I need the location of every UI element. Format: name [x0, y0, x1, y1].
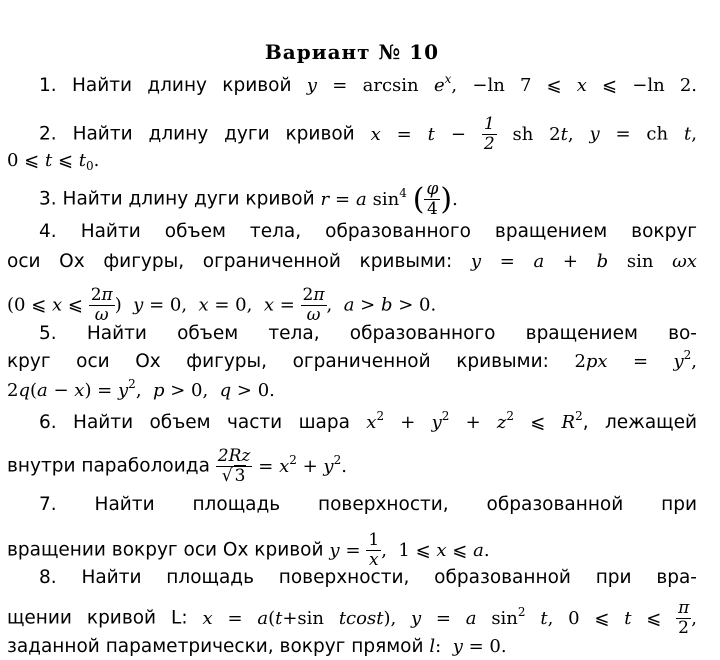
problem-2-line-1: 2. Найти длину дуги кривой x = t − $\frac{1}{2}$ sh 2t, y = ch t,: [39, 114, 697, 154]
problem-6-number: 6.: [39, 412, 57, 433]
problem-5-formula: $2px = y^2$,: [574, 348, 697, 372]
problem-8-formula: x = a(t+sin tcost), y = a $\sin^2 t$, 0 ⩽ t ⩽ $\frac{\pi}{2}$ ,: [202, 598, 698, 638]
problem-8-line-2: [7, 599, 697, 638]
problem-4-text-1: Найти объем тела, образованного вращением вокруг: [80, 221, 697, 242]
problem-7-number: 7.: [39, 494, 57, 515]
problem-4-line-3: (0 ⩽ x ⩽ $\frac{2\pi}{\omega}$ ) y = 0, x = 0, x = $\frac{2\pi}{\omega}$ , a > b > 0.: [7, 285, 437, 325]
problem-5-text-1: Найти объем тела, образованного вращением во-: [86, 323, 697, 344]
problem-5-number: 5.: [39, 323, 57, 344]
problem-2-formula: x = t − $\frac{1}{2}$ sh 2t,: [370, 114, 574, 154]
problem-1-number: 1.: [39, 75, 57, 96]
problem-6-text-1: Найти объем части шара: [73, 412, 350, 433]
problem-5-line-2: [7, 349, 697, 375]
problem-5-line-1: [7, 321, 697, 347]
problem-7-text-1: Найти площадь поверхности, образованной при: [94, 494, 697, 515]
problem-1-formula: $y = \arcsin e^x$,: [306, 72, 458, 96]
problem-4-line-2: [7, 249, 697, 275]
problem-8-number: 8.: [39, 567, 57, 588]
problem-3-text: Найти длину дуги кривой: [62, 188, 315, 210]
problem-4-line-1: [7, 219, 697, 245]
problem-1: 1. Найти длину кривой $y = \arcsin e^x$, −ln 7 ⩽ x ⩽ −ln 2.: [39, 72, 697, 96]
problem-8-text-1: Найти площадь поверхности, образованной при вра-: [81, 567, 697, 588]
page-title: Вариант № 10: [264, 40, 440, 64]
problem-7-formula: y = $\frac{1}{x}$ , 1 ⩽ x ⩽ a.: [329, 530, 490, 570]
problem-7-line-1: [7, 492, 697, 518]
problem-1-text: Найти длину кривой: [71, 75, 292, 96]
problem-8-text-3: заданной параметрически, вокруг прямой: [7, 636, 424, 657]
problem-6-text-3: внутри параболоида: [7, 455, 210, 477]
problem-8-text-2: щении кривой L:: [7, 607, 188, 629]
problem-4-number: 4.: [39, 221, 57, 242]
problem-2-number: 2.: [39, 123, 57, 145]
problem-6-text-2: , лежащей: [582, 412, 698, 433]
problem-8-line-3: заданной параметрически, вокруг прямой l: y = 0.: [7, 636, 507, 657]
problem-3-formula: r = a $\sin^4$ ( $\frac{\varphi}{4}$ ).: [320, 179, 458, 219]
problem-4-text-2: оси Ox фигуры, ограниченной кривыми:: [7, 251, 453, 272]
problem-3: [7, 180, 697, 219]
problem-6-line-2: внутри параболоида $\frac{2Rz}{√ 3}$ = $x^2 + y^2$.: [7, 446, 347, 486]
problem-3-number: 3.: [39, 188, 57, 210]
problem-2-text: Найти длину дуги кривой: [72, 123, 355, 145]
problem-6-formula: $x^2 + y^2 + z^2$ ⩽ $R^2$, лежащей: [366, 409, 698, 433]
problem-sheet: [7, 0, 697, 660]
problem-8-line-1: [7, 565, 697, 591]
problem-7-text-2: вращении вокруг оси Ox кривой: [7, 539, 324, 561]
problem-6-line-1: [7, 410, 697, 436]
problem-5-line-3: $2q(a - x) = y^2$, p > 0, q > 0.: [7, 377, 275, 401]
problem-2-line-2: 0 ⩽ t ⩽ $t_0$.: [7, 150, 100, 173]
problem-5-text-2: круг оси Ox фигуры, ограниченной кривыми:: [7, 351, 549, 372]
problem-4-formula: y = a + b sin ωx: [470, 251, 697, 272]
